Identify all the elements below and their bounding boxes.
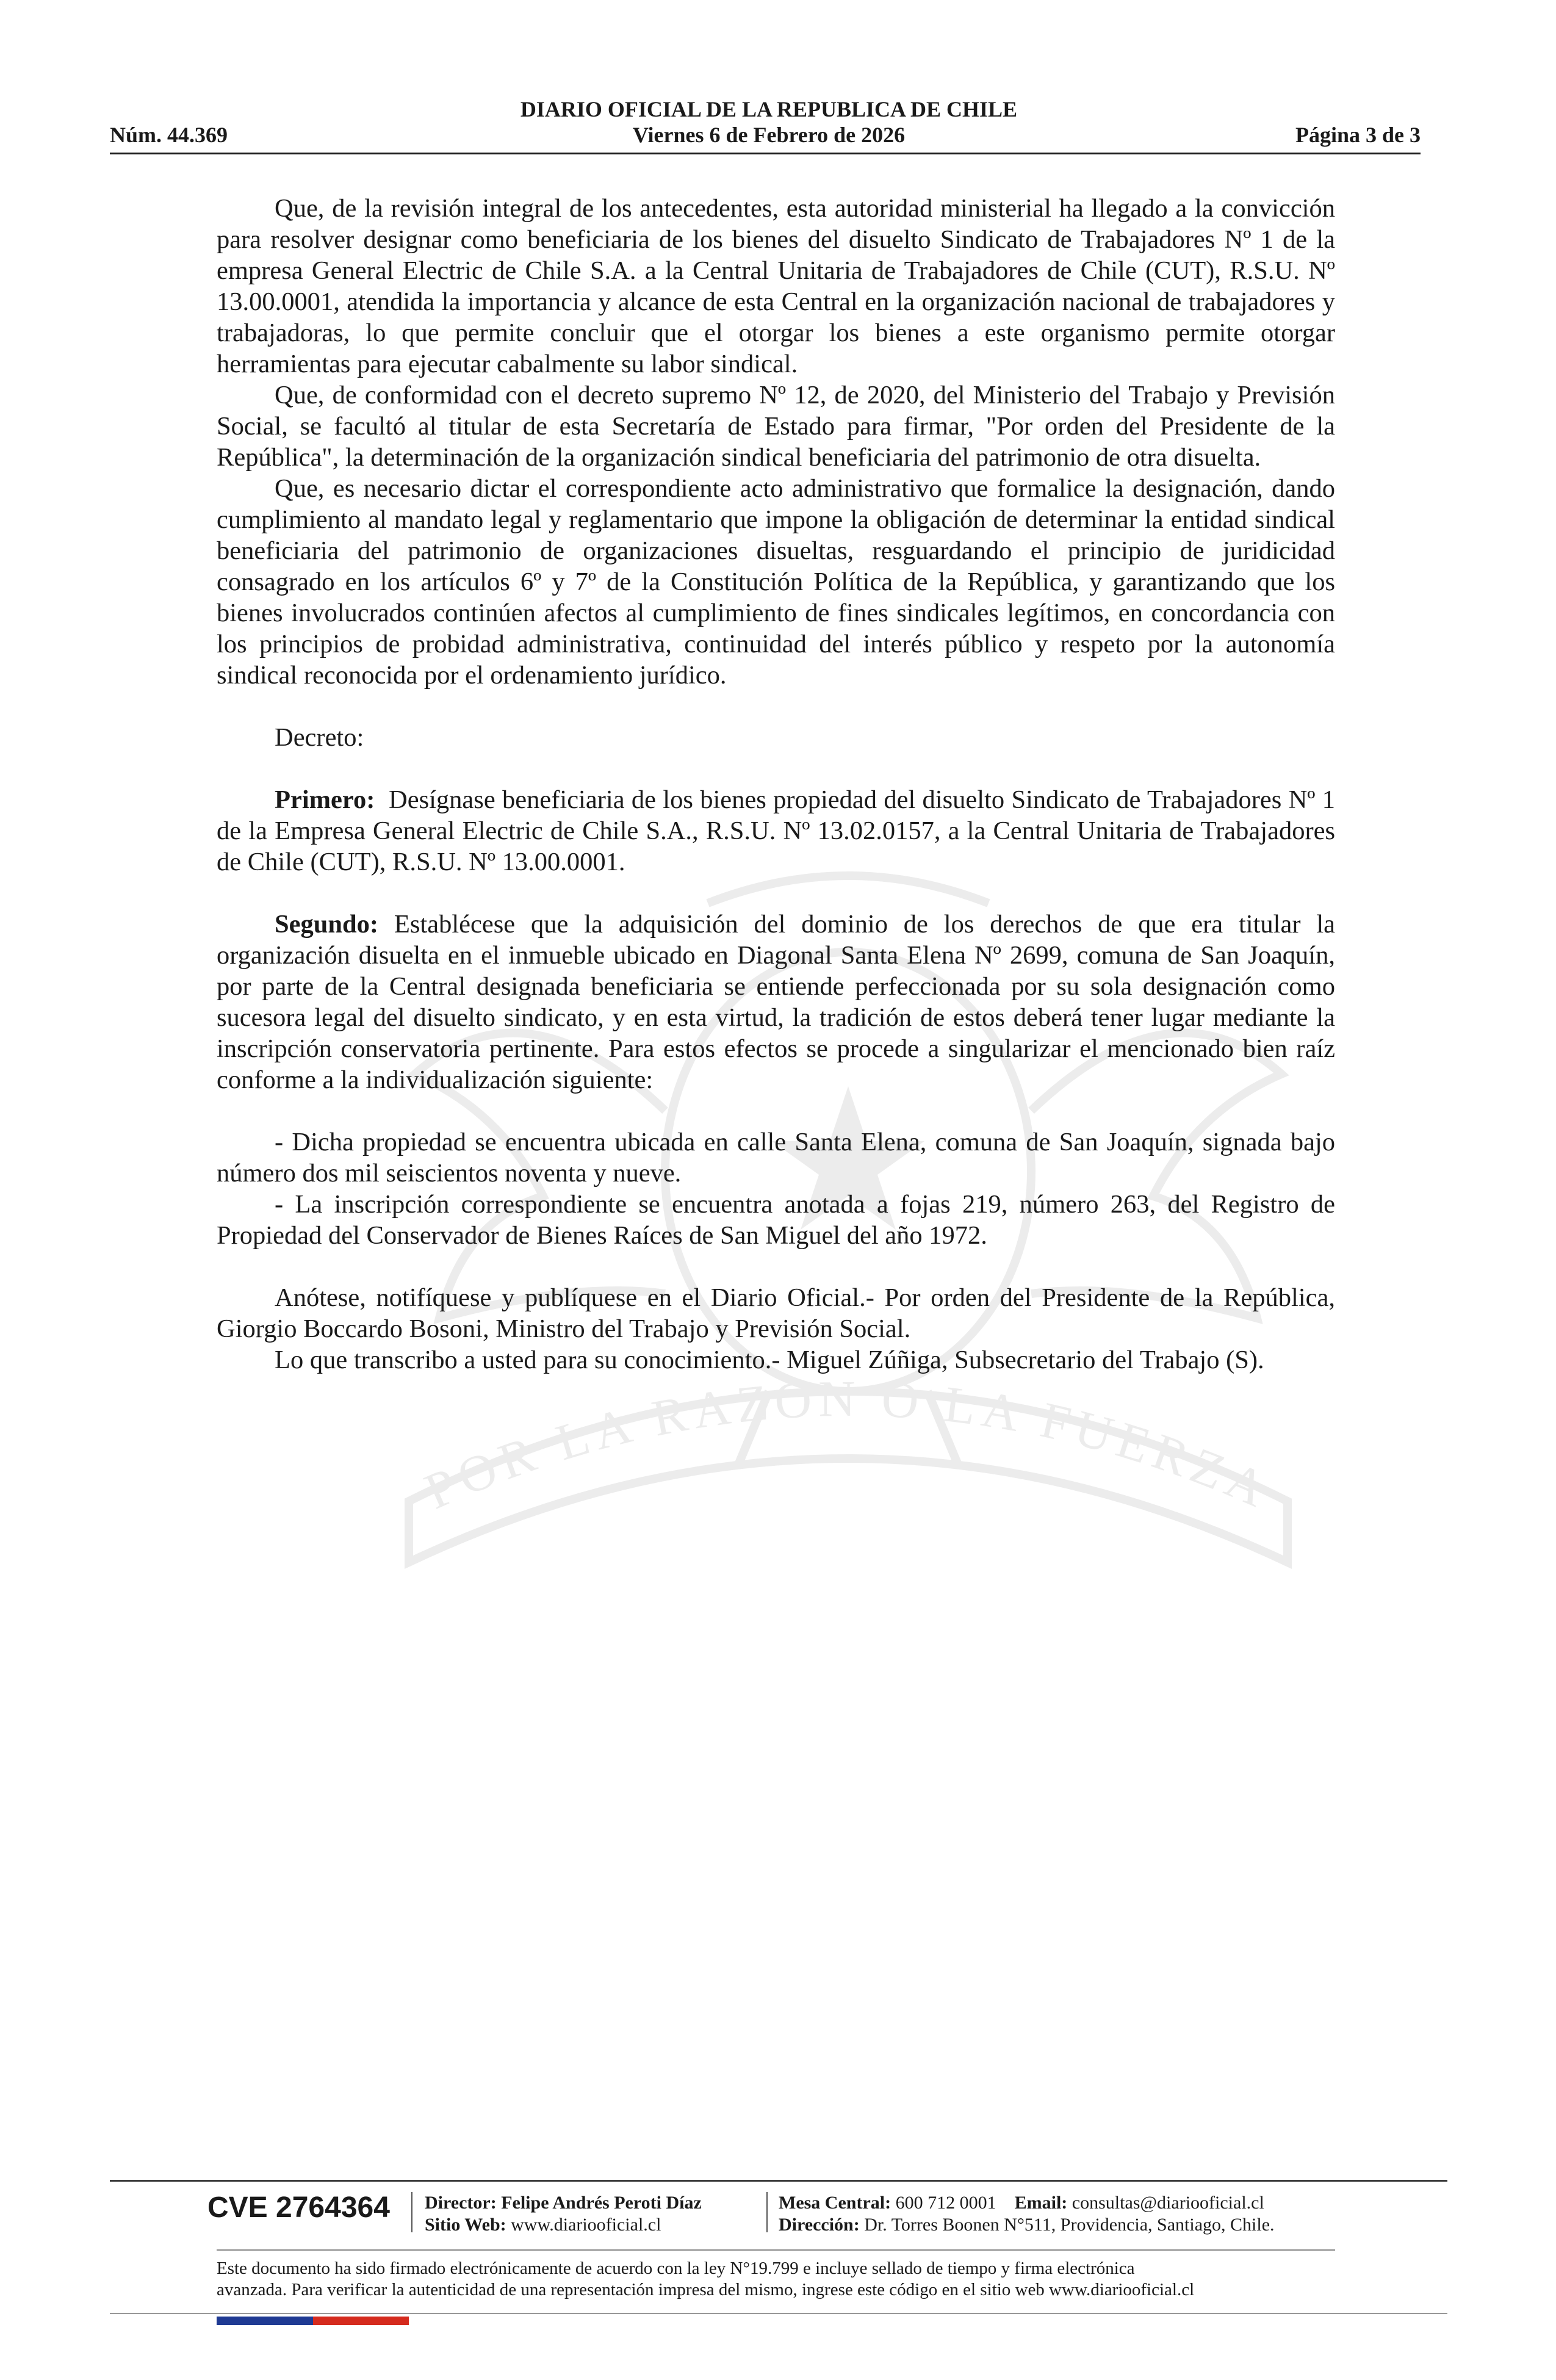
property-item-location: - Dicha propiedad se encuentra ubicada en calle Santa Elena, comuna de San Joaquín, signada bajo número dos mil seiscientos noventa y nueve. <box>217 1128 1335 1188</box>
flag-stripe-red <box>313 2317 409 2325</box>
web-link[interactable]: www.diariooficial.cl <box>511 2215 661 2235</box>
footer-separator <box>766 2192 768 2232</box>
cve-code: CVE 2764364 <box>207 2191 390 2224</box>
closing-transcription: Lo que transcribo a usted para su conocimiento.- Miguel Zúñiga, Subsecretario del Trabajo (S). <box>275 1346 1264 1374</box>
page-number: Página 3 de 3 <box>1295 123 1421 147</box>
property-item-registration: - La inscripción correspondiente se encuentra anotada a fojas 219, número 263, del Registro de Propiedad del Conservador de Bienes Raíces de San Miguel del año 1972. <box>217 1190 1335 1250</box>
footer-divider-mid <box>217 2249 1335 2251</box>
decreto-heading: Decreto: <box>275 723 364 752</box>
legal-notice <box>217 2258 1335 2301</box>
director-name: Felipe Andrés Peroti Díaz <box>501 2193 702 2213</box>
paragraph-revision: Que, de la revisión integral de los antecedentes, esta autoridad ministerial ha llegado a la convicción para resolver designar como beneficiaria de los bienes del disuelto Sindicato de Trabajadores Nº 1 de la empresa General Electric de Chile S.A. a la Central Unitaria de Trabajadores de Chile (CUT), R.S.U. Nº 13.00.0001, atendida la importancia y alcance de esta Central en la organización nacional de trabajadores y trabajadoras, lo que permite concluir que el otorgar los bienes a este organismo permite otorgar herramientas para ejecutar cabalmente su labor sindical. <box>217 194 1335 378</box>
legal-line-1: Este documento ha sido firmado electrónicamente de acuerdo con la ley N°19.799 e incluye sellado de tiempo y firma electrónica <box>217 2259 1135 2278</box>
email-label: Email: <box>1014 2193 1068 2213</box>
article-primero <box>217 784 1335 878</box>
primero-text: Desígnase beneficiaria de los bienes propiedad del disuelto Sindicato de Trabajadores Nº 1 de la Empresa General Electric de Chile S.A., R.S.U. Nº 13.02.0157, a la Central Unitaria de Trabajadores de Chile (CUT), R.S.U. Nº 13.00.0001. <box>217 785 1336 876</box>
watermark-motto: POR LA RAZON O LA FUERZA <box>417 1370 1280 1521</box>
issue-date: Viernes 6 de Febrero de 2026 <box>632 123 906 147</box>
decree-body <box>217 193 1335 1376</box>
email-link[interactable]: consultas@diariooficial.cl <box>1072 2193 1264 2213</box>
footer-separator <box>411 2192 412 2232</box>
flag-stripe-blue <box>217 2317 313 2325</box>
mesa-label: Mesa Central: <box>779 2193 891 2213</box>
footer-director-block <box>425 2192 702 2236</box>
segundo-label: Segundo: <box>275 910 379 939</box>
legal-line-2: avanzada. Para verificar la autenticidad de una representación impresa del mismo, ingrese este código en el sitio web www.diariooficial.cl <box>217 2280 1195 2299</box>
newspaper-title: DIARIO OFICIAL DE LA REPUBLICA DE CHILE <box>520 97 1018 121</box>
article-segundo <box>217 909 1335 1095</box>
direccion-label: Dirección: <box>779 2215 860 2235</box>
direccion-value: Dr. Torres Boonen N°511, Providencia, Santiago, Chile. <box>864 2215 1275 2235</box>
footer-contact-block <box>779 2192 1275 2236</box>
paragraph-facultad: Que, de conformidad con el decreto supremo Nº 12, de 2020, del Ministerio del Trabajo y Previsión Social, se facultó al titular de esta Secretaría de Estado para firmar, "Por orden del Presidente de la República", la determinación de la organización sindical beneficiaria del patrimonio de otra disuelta. <box>217 381 1335 472</box>
segundo-text: Establécese que la adquisición del dominio de los derechos de que era titular la organización disuelta en el inmueble ubicado en Diagonal Santa Elena Nº 2699, comuna de San Joaquín, por parte de la Central designada beneficiaria se entiende perfeccionada por su sola designación como sucesora legal del disuelto sindicato, y en esta virtud, la tradición de estos deberá tener lugar mediante la inscripción conservatoria pertinente. Para estos efectos se procede a singularizar el mencionado bien raíz conforme a la individualización siguiente: <box>217 910 1336 1094</box>
header-divider <box>110 153 1421 154</box>
director-label: Director: <box>425 2193 497 2213</box>
footer-divider-top <box>110 2180 1447 2182</box>
mesa-phone: 600 712 0001 <box>895 2193 996 2213</box>
paragraph-necesario: Que, es necesario dictar el correspondiente acto administrativo que formalice la designación, dando cumplimiento al mandato legal y reglamentario que impone la obligación de determinar la entidad sindical beneficiaria del patrimonio de organizaciones disueltas, resguardando el principio de juridicidad consagrado en los artículos 6º y 7º de la Constitución Política de la República, y garantizando que los bienes involucrados continúen afectos al cumplimiento de fines sindicales legítimos, en concordancia con los principios de probidad administrativa, continuidad del interés público y respeto por la autonomía sindical reconocida por el ordenamiento jurídico. <box>217 474 1335 690</box>
closing-notification: Anótese, notifíquese y publíquese en el Diario Oficial.- Por orden del Presidente de la República, Giorgio Boccardo Bosoni, Ministro del Trabajo y Previsión Social. <box>217 1283 1335 1343</box>
web-label: Sitio Web: <box>425 2215 506 2235</box>
primero-label: Primero: <box>275 785 375 814</box>
footer-divider-bottom <box>110 2313 1447 2314</box>
issue-number: Núm. 44.369 <box>110 123 228 147</box>
